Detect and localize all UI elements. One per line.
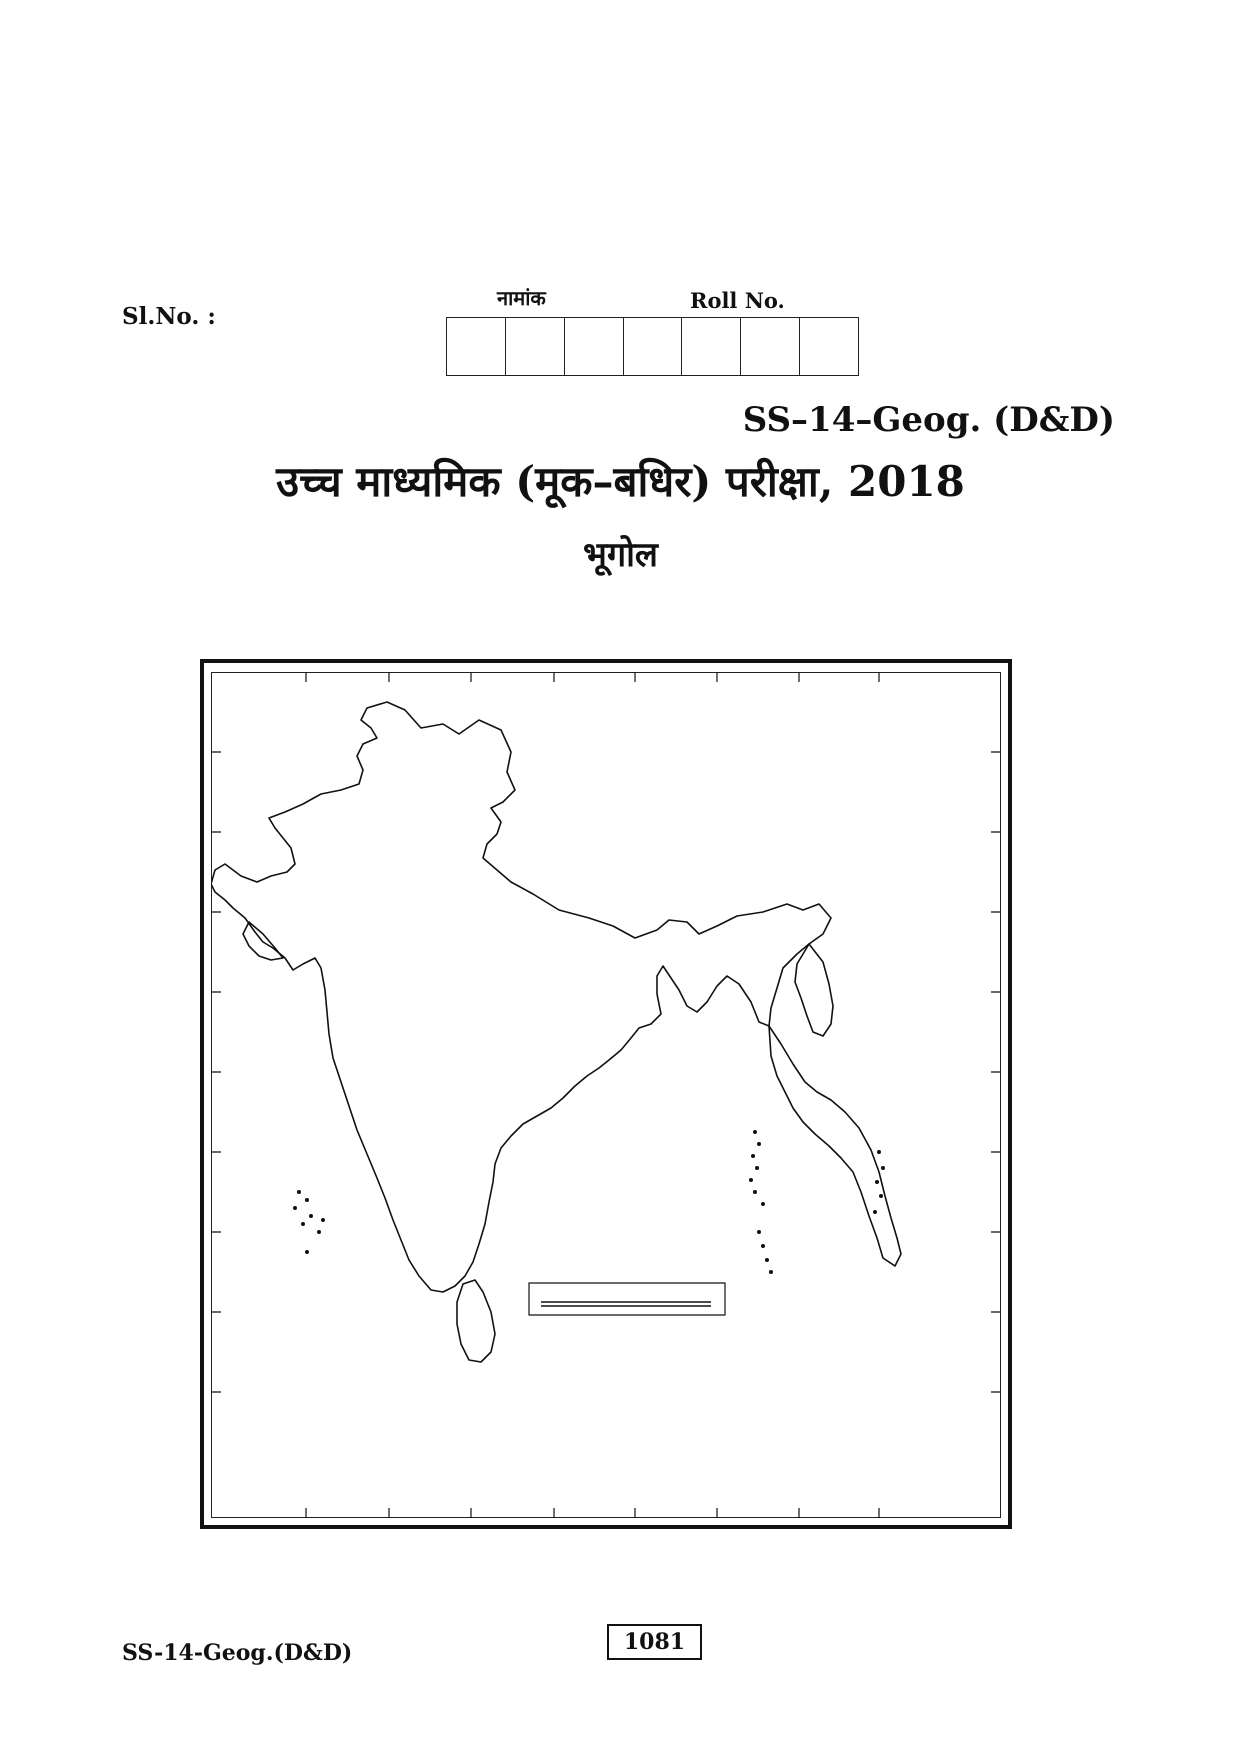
roll-number-boxes[interactable] (446, 317, 859, 376)
island-dots (293, 1130, 885, 1274)
page-number-box: 1081 (607, 1624, 702, 1660)
roll-number-label: Roll No. (690, 288, 785, 313)
roll-number-box[interactable] (506, 318, 565, 375)
northeast-outline (795, 944, 833, 1036)
roll-number-box[interactable] (682, 318, 741, 375)
map-graticule-ticks (211, 672, 1001, 1518)
roll-number-box[interactable] (741, 318, 800, 375)
exam-title: उच्च माध्यमिक (मूक–बधिर) परीक्षा, 2018 (276, 457, 965, 506)
roll-number-label-hindi: नामांक (497, 286, 546, 310)
map-scale-box (529, 1283, 725, 1315)
serial-number-label: Sl.No. : (122, 303, 216, 330)
roll-number-box[interactable] (800, 318, 858, 375)
subject-title: भूगोल (583, 535, 658, 575)
paper-code: SS–14–Geog. (D&D) (742, 400, 1115, 440)
sri-lanka-outline (457, 1280, 495, 1362)
roll-number-box[interactable] (565, 318, 624, 375)
footer-paper-code: SS-14-Geog.(D&D) (122, 1640, 353, 1666)
india-outline-map (211, 672, 1001, 1518)
roll-number-box[interactable] (447, 318, 506, 375)
india-mainland-outline (211, 702, 831, 1292)
roll-number-box[interactable] (624, 318, 683, 375)
eastern-coast-outline (769, 1026, 901, 1266)
